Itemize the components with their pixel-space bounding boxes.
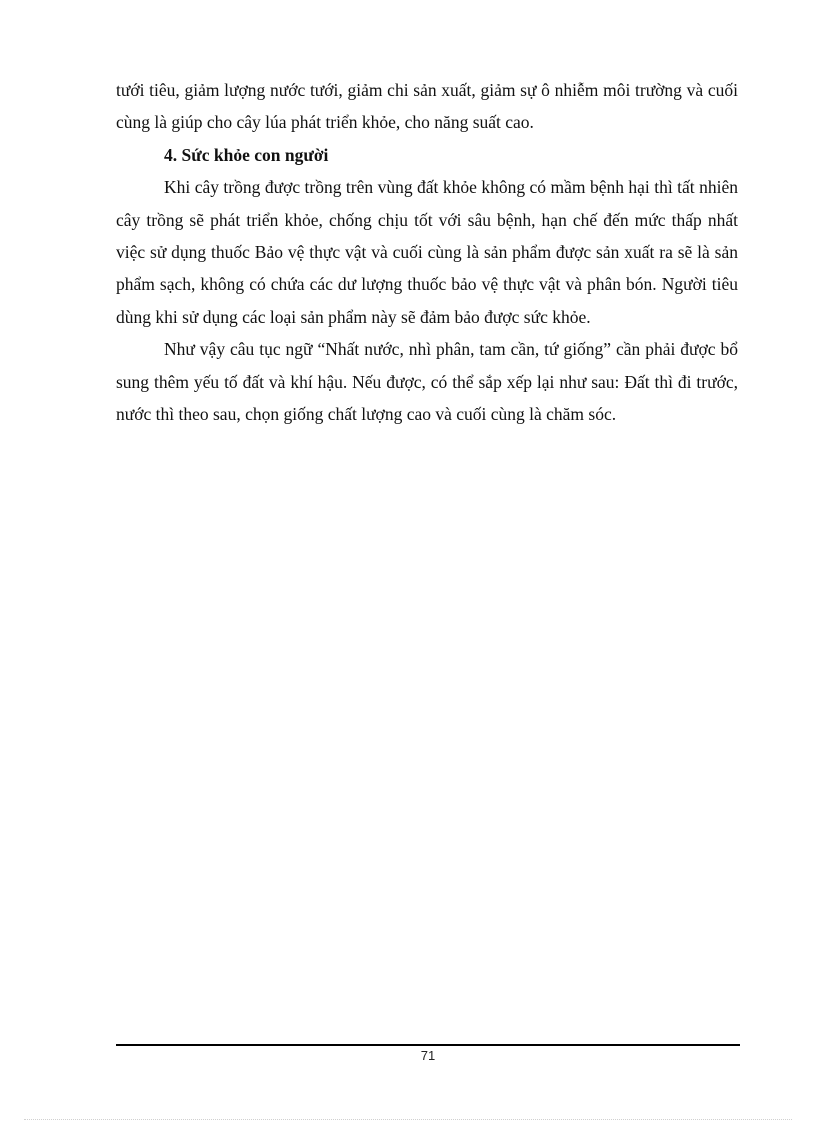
- paragraph-proverb: Như vậy câu tục ngữ “Nhất nước, nhì phân, tam cần, tứ giống” cần phải được bổ sung thêm yếu tố đất và khí hậu. Nếu được, có thể sắp xếp lại như sau: Đất thì đi trước, nước thì theo sau, chọn giống chất lượng cao và cuối cùng là chăm sóc.: [116, 339, 738, 425]
- section-heading: 4. Sức khỏe con người: [164, 144, 329, 165]
- footer-divider: [116, 1044, 740, 1046]
- paragraph-health: Khi cây trồng được trồng trên vùng đất khỏe không có mầm bệnh hại thì tất nhiên cây trồng sẽ phát triển khỏe, chống chịu tốt với sâu bệnh, hạn chế đến mức thấp nhất việc sử dụng thuốc Bảo vệ thực vật và cuối cùng là sản phẩm được sản xuất ra sẽ là sản phẩm sạch, không có chứa các dư lượng thuốc bảo vệ thực vật và phân bón. Người tiêu dùng khi sử dụng các loại sản phẩm này sẽ đảm bảo được sức khỏe.: [116, 177, 738, 327]
- page-body: [116, 74, 738, 430]
- page-edge-border: [24, 1119, 792, 1120]
- page-number: 71: [420, 1048, 436, 1063]
- paragraph-continuation: tưới tiêu, giảm lượng nước tưới, giảm chi sản xuất, giảm sự ô nhiễm môi trường và cuối cùng là giúp cho cây lúa phát triển khỏe, cho năng suất cao.: [116, 80, 738, 133]
